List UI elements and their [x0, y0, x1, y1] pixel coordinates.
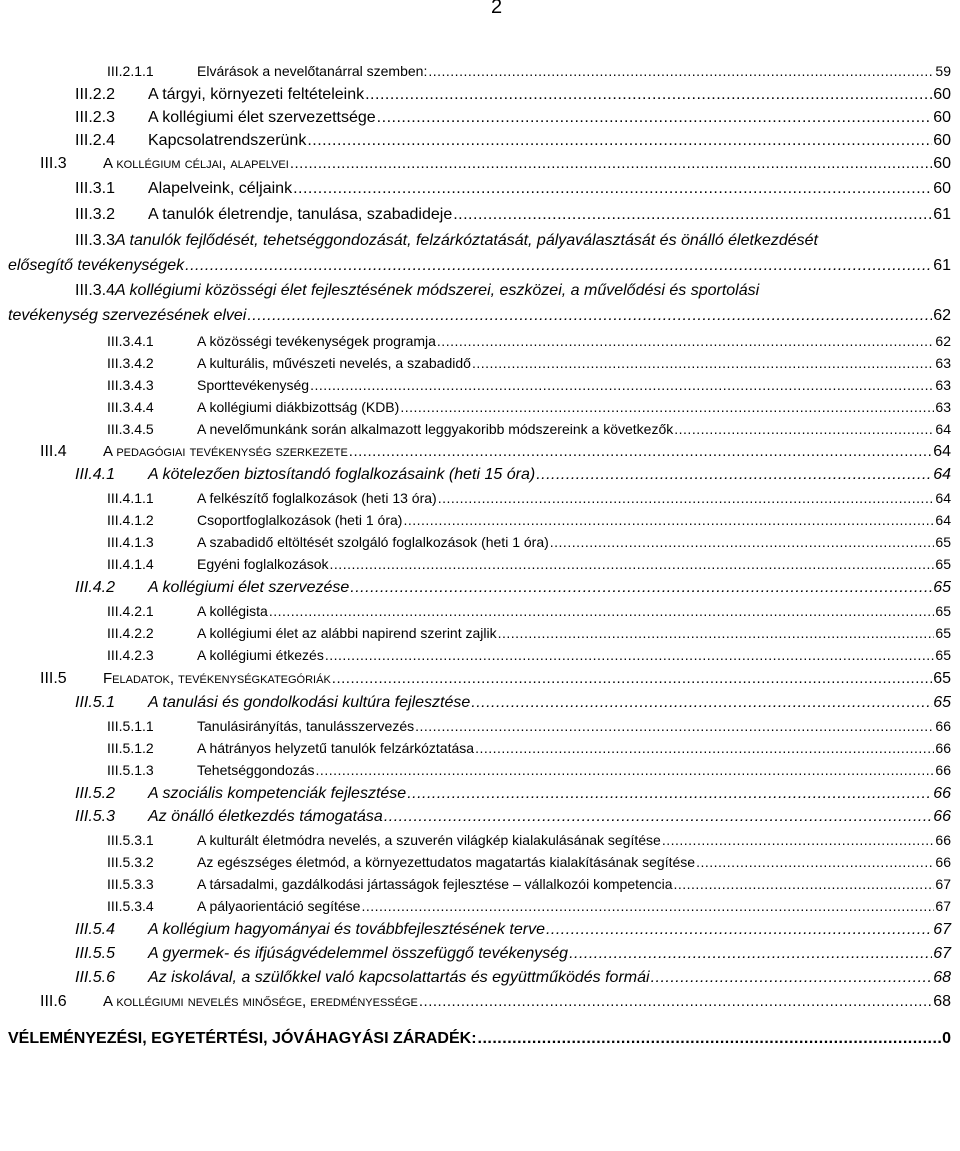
- toc-entry-number: III.2.4: [75, 132, 116, 149]
- toc-entry-continuation[interactable]: [8, 307, 951, 325]
- dot-leader: [428, 63, 934, 79]
- toc-entry-page: 64: [935, 421, 951, 437]
- toc-entry-title-continuation: elősegítő tevékenységek: [8, 257, 185, 274]
- toc-entry[interactable]: [107, 603, 951, 625]
- toc-entry[interactable]: [107, 876, 951, 898]
- toc-entry-title-continuation: tevékenység szervezésének elvei: [8, 307, 247, 324]
- toc-entry-page: 65: [935, 625, 951, 641]
- toc-entry-title: Alapelveink, céljaink: [148, 180, 293, 197]
- toc-entry-number: III.4.2.3: [107, 647, 154, 663]
- dot-leader: [330, 556, 935, 572]
- toc-entry-title: A kollégiumi nevelés minősége, eredményessége: [103, 993, 418, 1010]
- dot-leader: [453, 206, 932, 224]
- toc-entry-number: III.4.1.3: [107, 534, 154, 550]
- toc-entry-title: A tanulók fejlődését, tehetséggondozását, felzárkóztatását, pályaválasztását és önálló életkezdését: [115, 232, 818, 249]
- toc-entry-page: 67: [933, 921, 951, 938]
- toc-entry[interactable]: [107, 355, 951, 377]
- toc-entry-title: A gyermek- és ifjúságvédelemmel összefüggő tevékenység: [148, 945, 569, 962]
- dot-leader: [498, 625, 935, 641]
- toc-entry[interactable]: [75, 206, 951, 229]
- toc-entry-title: Sporttevékenység: [197, 377, 310, 393]
- toc-entry-number: III.3.1: [75, 180, 116, 197]
- toc-entry[interactable]: [8, 1030, 951, 1048]
- dot-leader: [651, 969, 933, 987]
- toc-entry-title: A kollégiumi diákbizottság (KDB): [197, 399, 400, 415]
- toc-entry-page: 66: [935, 832, 951, 848]
- toc-entry-title: A tanulási és gondolkodási kultúra fejlesztése: [148, 694, 471, 711]
- toc-entry-title: A nevelőmunkánk során alkalmazott leggyakoribb módszereink a következők: [197, 421, 674, 437]
- toc-entry-number: III.5.1.3: [107, 762, 154, 778]
- toc-entry-title: A tanulók életrendje, tanulása, szabadideje: [148, 206, 453, 223]
- toc-entry[interactable]: [107, 490, 951, 512]
- dot-leader: [247, 307, 932, 325]
- toc-entry-title: A hátrányos helyzetű tanulók felzárkóztatása: [197, 740, 475, 756]
- toc-entry[interactable]: [107, 854, 951, 876]
- toc-entry-number: III.3.4.3: [107, 377, 154, 393]
- toc-entry-number: III.2.1.1: [107, 63, 154, 79]
- toc-entry[interactable]: [75, 945, 951, 968]
- dot-leader: [415, 718, 934, 734]
- toc-entry-page: 64: [935, 512, 951, 528]
- dot-leader: [293, 180, 932, 198]
- toc-entry-title: A kollégista: [197, 603, 268, 619]
- toc-entry-number: III.3.4.2: [107, 355, 154, 371]
- toc-entry-number: III.5.3.3: [107, 876, 154, 892]
- toc-entry-page: 59: [935, 63, 951, 79]
- toc-entry-number: III.3.2: [75, 206, 116, 223]
- toc-entry-number: III.4.1.1: [107, 490, 154, 506]
- toc-entry-page: 65: [935, 534, 951, 550]
- dot-leader: [673, 876, 934, 892]
- toc-entry-title: Egyéni foglalkozások: [197, 556, 329, 572]
- toc-entry-page: 65: [935, 556, 951, 572]
- toc-entry-page: 60: [933, 109, 951, 126]
- toc-entry[interactable]: [75, 132, 951, 155]
- toc-entry-page: 62: [935, 333, 951, 349]
- toc-entry-number: III.2.2: [75, 86, 116, 103]
- toc-entry[interactable]: [75, 466, 951, 489]
- dot-leader: [185, 257, 932, 275]
- toc-entry-page: 65: [933, 670, 951, 687]
- toc-entry-number: III.5.1.1: [107, 718, 154, 734]
- toc-entry[interactable]: [40, 443, 951, 466]
- toc-entry-number: III.4.1.4: [107, 556, 154, 572]
- toc-entry[interactable]: [107, 534, 951, 556]
- toc-entry-number: III.4: [40, 443, 67, 460]
- toc-entry-title: Az egészséges életmód, a környezettudatos magatartás kialakításának segítése: [197, 854, 696, 870]
- toc-entry-number: III.5.1: [75, 694, 116, 711]
- dot-leader: [332, 670, 932, 687]
- dot-leader: [384, 808, 932, 826]
- toc-entry-number: III.3: [40, 155, 67, 172]
- toc-entry-title: Kapcsolatrendszerünk: [148, 132, 307, 149]
- toc-entry-number: III.3.4.4: [107, 399, 154, 415]
- toc-entry-page: 64: [935, 490, 951, 506]
- toc-entry-page: 68: [933, 969, 951, 986]
- toc-entry-number: III.4.2: [75, 579, 116, 596]
- dot-leader: [361, 898, 934, 914]
- dot-leader: [377, 109, 933, 127]
- toc-entry-title: Tanulásirányítás, tanulásszervezés: [197, 718, 415, 734]
- toc-entry[interactable]: [107, 762, 951, 784]
- toc-entry-title: Az önálló életkezdés támogatása: [148, 808, 383, 825]
- toc-entry[interactable]: [107, 63, 951, 85]
- toc-entry-number: III.6: [40, 993, 67, 1010]
- dot-leader: [438, 490, 935, 506]
- toc-entry-title: A szociális kompetenciák fejlesztése: [148, 785, 407, 802]
- toc-entry-page: 65: [935, 647, 951, 663]
- dot-leader: [569, 945, 932, 963]
- toc-entry-page: 62: [933, 307, 951, 324]
- toc-entry-page: 64: [933, 466, 951, 483]
- toc-entry-title: A kollégiumi élet szervezése: [148, 579, 350, 596]
- toc-entry[interactable]: [75, 921, 951, 944]
- toc-entry[interactable]: [75, 86, 951, 109]
- dot-leader: [546, 921, 932, 939]
- dot-leader: [472, 355, 934, 371]
- toc-entry[interactable]: [107, 333, 951, 355]
- toc-entry[interactable]: [107, 377, 951, 399]
- dot-leader: [403, 512, 934, 528]
- toc-entry-title: A tárgyi, környezeti feltételeink: [148, 86, 365, 103]
- toc-entry-title: Csoportfoglalkozások (heti 1 óra): [197, 512, 403, 528]
- dot-leader: [419, 993, 932, 1010]
- toc-entry[interactable]: [107, 399, 951, 421]
- dot-leader: [269, 603, 935, 619]
- toc-entry-page: 64: [933, 443, 951, 460]
- toc-entry-page: 66: [935, 718, 951, 734]
- toc-entry-number: III.5.2: [75, 785, 116, 802]
- toc-entry-page: 0: [942, 1030, 951, 1047]
- dot-leader: [325, 647, 935, 663]
- toc-entry[interactable]: [40, 670, 951, 693]
- toc-entry-wrapped[interactable]: [75, 282, 951, 300]
- toc-entry[interactable]: [75, 694, 951, 717]
- toc-entry-wrapped[interactable]: [75, 232, 951, 250]
- dot-leader: [310, 377, 934, 393]
- dot-leader: [475, 740, 934, 756]
- toc-entry[interactable]: [75, 109, 951, 132]
- toc-entry-number: III.3.3: [75, 232, 116, 249]
- toc-entry[interactable]: [107, 647, 951, 669]
- toc-entry-page: 63: [935, 355, 951, 371]
- toc-entry-title: Feladatok, tevékenységkategóriák: [103, 670, 331, 687]
- toc-entry-number: III.5.1.2: [107, 740, 154, 756]
- dot-leader: [550, 534, 935, 550]
- dot-leader: [536, 466, 932, 484]
- toc-entry[interactable]: [75, 808, 951, 831]
- toc-entry-title: A pedagógiai tevékenység szerkezete: [103, 443, 348, 460]
- toc-entry-page: 67: [933, 945, 951, 962]
- toc-entry-title: A kollégium céljai, alapelvei: [103, 155, 289, 172]
- toc-entry-number: III.5.3: [75, 808, 116, 825]
- toc-entry-page: 61: [933, 206, 951, 223]
- dot-leader: [674, 421, 934, 437]
- toc-entry-page: 61: [933, 257, 951, 274]
- dot-leader: [290, 155, 932, 172]
- toc-entry-page: 66: [933, 808, 951, 825]
- dot-leader: [696, 854, 934, 870]
- dot-leader: [307, 132, 932, 150]
- toc-entry-title: A szabadidő eltöltését szolgáló foglalkozások (heti 1 óra): [197, 534, 549, 550]
- toc-entry[interactable]: [107, 832, 951, 854]
- toc-entry-number: III.4.1.2: [107, 512, 154, 528]
- toc-entry-page: 66: [935, 762, 951, 778]
- toc-entry[interactable]: [107, 512, 951, 534]
- toc-entry-title: A kulturált életmódra nevelés, a szuverén világkép kialakulásának segítése: [197, 832, 661, 848]
- toc-entry-number: III.4.2.2: [107, 625, 154, 641]
- toc-entry-page: 63: [935, 377, 951, 393]
- toc-entry[interactable]: [107, 898, 951, 920]
- toc-entry-number: III.5: [40, 670, 67, 687]
- toc-entry-title: A kollégiumi étkezés: [197, 647, 324, 663]
- toc-entry[interactable]: [40, 155, 951, 178]
- toc-entry[interactable]: [75, 579, 951, 602]
- toc-entry-number: III.4.1: [75, 466, 116, 483]
- dot-leader: [350, 579, 932, 597]
- toc-entry-title: Elvárások a nevelőtanárral szemben:: [197, 63, 428, 79]
- dot-leader: [316, 762, 935, 778]
- toc-entry[interactable]: [75, 180, 951, 203]
- toc-entry-number: III.3.4: [75, 282, 116, 299]
- toc-entry-title: Az iskolával, a szülőkkel való kapcsolattartás és együttműködés formái: [148, 969, 650, 986]
- dot-leader: [478, 1030, 942, 1048]
- toc-entry-title: A kollégiumi közösségi élet fejlesztésének módszerei, eszközei, a művelődési és sportolási: [115, 282, 760, 299]
- toc-entry[interactable]: [75, 969, 951, 992]
- toc-entry[interactable]: [75, 785, 951, 808]
- dot-leader: [437, 333, 935, 349]
- toc-entry-page: 60: [933, 86, 951, 103]
- toc-entry-page: 67: [935, 876, 951, 892]
- toc-entry-title: A társadalmi, gazdálkodási jártasságok fejlesztése – vállalkozói kompetencia: [197, 876, 673, 892]
- dot-leader: [471, 694, 932, 712]
- toc-entry-page: 65: [933, 694, 951, 711]
- toc-entry-title: A kulturális, művészeti nevelés, a szabadidő: [197, 355, 471, 371]
- toc-entry-page: 60: [933, 155, 951, 172]
- dot-leader: [365, 86, 932, 104]
- toc-entry-page: 65: [933, 579, 951, 596]
- toc-entry-page: 67: [935, 898, 951, 914]
- toc-entry-number: III.3.4.1: [107, 333, 154, 349]
- toc-entry[interactable]: [107, 625, 951, 647]
- toc-entry-title: Tehetséggondozás: [197, 762, 315, 778]
- toc-entry-page: 60: [933, 180, 951, 197]
- toc-entry-page: 66: [935, 854, 951, 870]
- toc-entry-page: 68: [933, 993, 951, 1010]
- toc-entry-number: III.5.3.2: [107, 854, 154, 870]
- dot-leader: [662, 832, 935, 848]
- dot-leader: [400, 399, 934, 415]
- toc-entry-page: 66: [933, 785, 951, 802]
- toc-entry-page: 63: [935, 399, 951, 415]
- toc-entry[interactable]: [107, 556, 951, 578]
- toc-entry-number: III.5.5: [75, 945, 116, 962]
- toc-entry-title: A kollégiumi élet szervezettsége: [148, 109, 376, 126]
- toc-entry-number: III.5.6: [75, 969, 116, 986]
- toc-entry-number: III.3.4.5: [107, 421, 154, 437]
- toc-entry-number: III.5.3.1: [107, 832, 154, 848]
- toc-entry-title: A kollégiumi élet az alábbi napirend szerint zajlik: [197, 625, 497, 641]
- toc-entry-continuation[interactable]: [8, 257, 951, 275]
- dot-leader: [407, 785, 932, 803]
- toc-entry[interactable]: [107, 421, 951, 443]
- toc-entry-number: III.5.4: [75, 921, 116, 938]
- toc-entry[interactable]: [107, 718, 951, 740]
- toc-entry-title: A pályaorientáció segítése: [197, 898, 361, 914]
- toc-entry[interactable]: [107, 740, 951, 762]
- toc-entry-title: VÉLEMÉNYEZÉSI, EGYETÉRTÉSI, JÓVÁHAGYÁSI ZÁRADÉK:: [8, 1030, 477, 1047]
- toc-entry-page: 66: [935, 740, 951, 756]
- toc-entry-page: 60: [933, 132, 951, 149]
- toc-entry-title: A felkészítő foglalkozások (heti 13 óra): [197, 490, 437, 506]
- toc-entry-number: III.5.3.4: [107, 898, 154, 914]
- page-number: 2: [490, 0, 503, 18]
- toc-entry-number: III.4.2.1: [107, 603, 154, 619]
- toc-entry[interactable]: [40, 993, 951, 1016]
- toc-entry-number: III.2.3: [75, 109, 116, 126]
- toc-entry-title: A kötelezően biztosítandó foglalkozásaink (heti 15 óra): [148, 466, 536, 483]
- toc-entry-title: A kollégium hagyományai és továbbfejlesztésének terve: [148, 921, 545, 938]
- toc-entry-title: A közösségi tevékenységek programja: [197, 333, 436, 349]
- toc-entry-page: 65: [935, 603, 951, 619]
- dot-leader: [349, 443, 932, 460]
